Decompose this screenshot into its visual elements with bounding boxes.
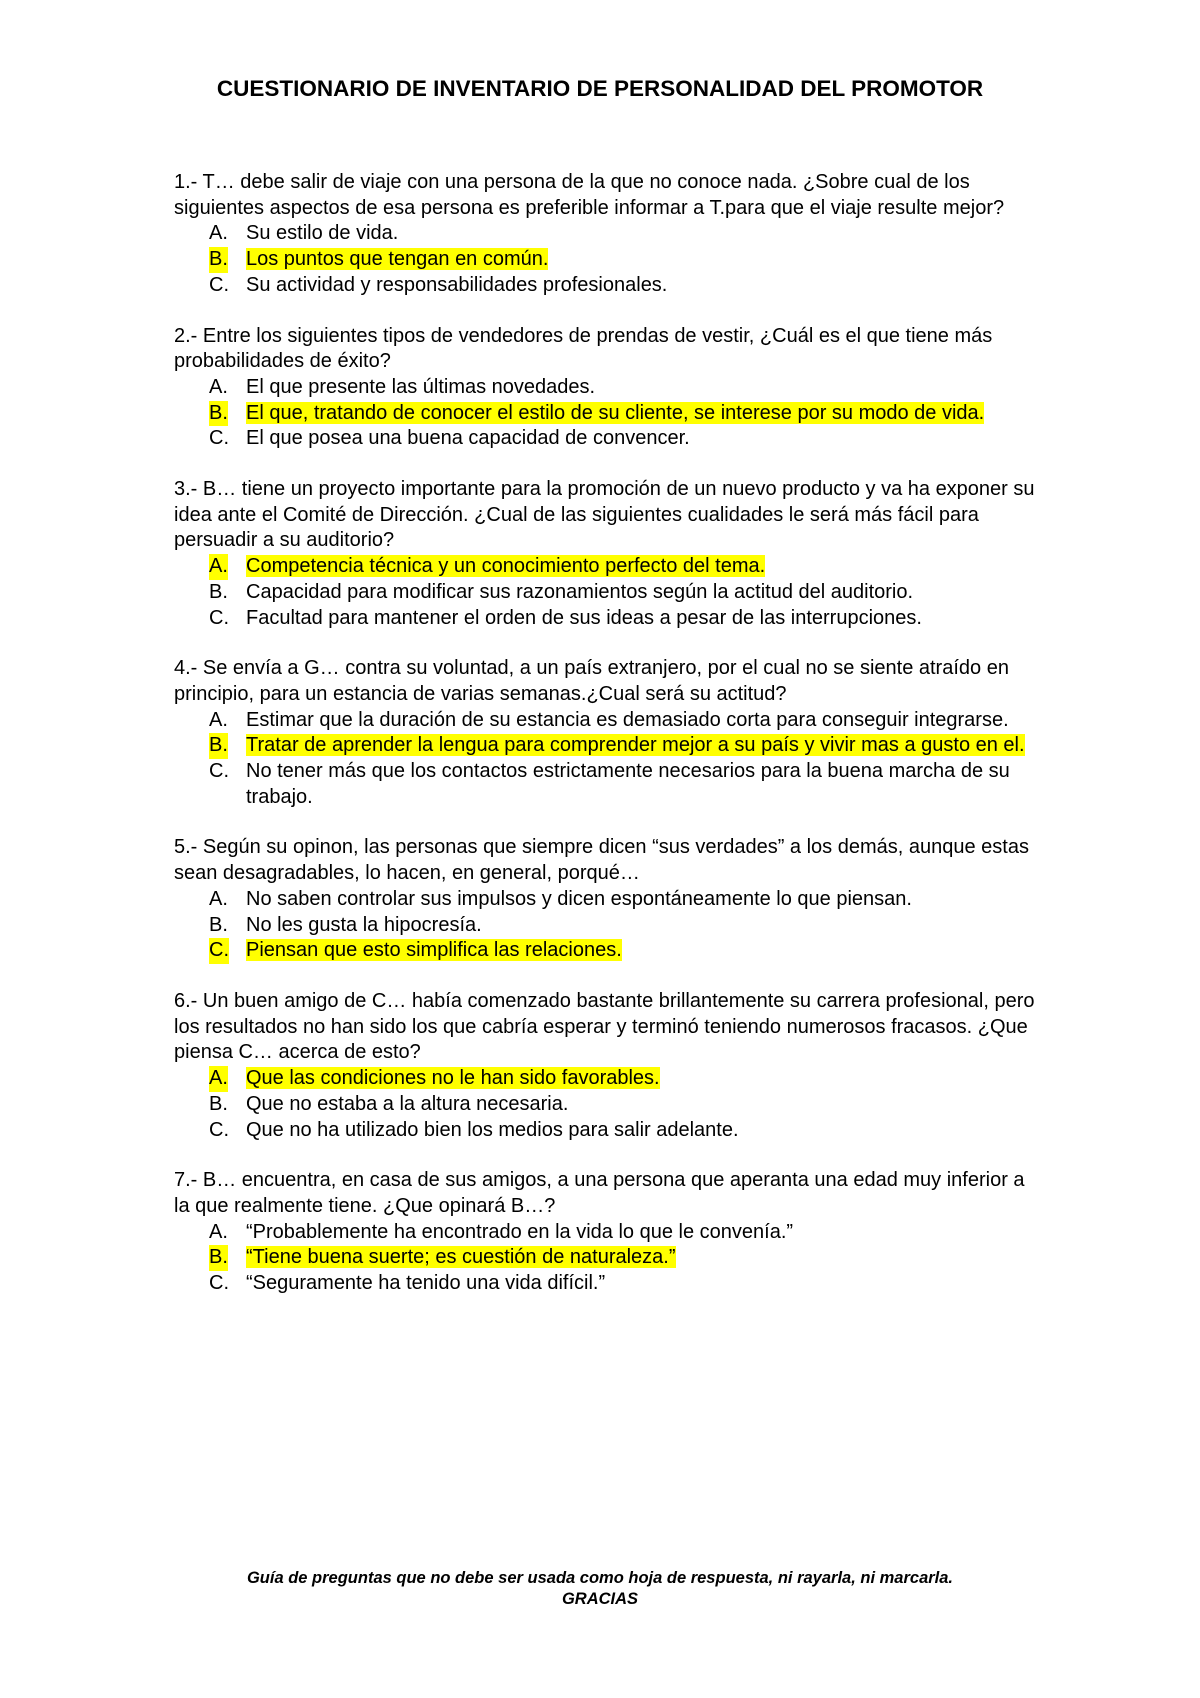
option-list — [174, 1220, 1044, 1297]
option-letter: A. — [209, 222, 228, 245]
question-2 — [174, 324, 1044, 453]
option-letter: A. — [209, 554, 228, 580]
option-text: “Probablemente ha encontrado en la vida lo que le convenía.” — [246, 1220, 794, 1243]
page-title: CUESTIONARIO DE INVENTARIO DE PERSONALIDAD DEL PROMOTOR — [216, 76, 984, 101]
question-1 — [174, 170, 1044, 299]
option-text: Facultad para mantener el orden de sus ideas a pesar de las interrupciones. — [246, 606, 922, 629]
option-text: Su actividad y responsabilidades profesionales. — [246, 273, 668, 296]
option-letter: A. — [209, 1066, 228, 1092]
footer-line-1: Guía de preguntas que no debe ser usada como hoja de respuesta, ni rayarla, ni marcarla. — [246, 1569, 954, 1587]
option-b-highlighted — [174, 247, 1044, 273]
option-c — [174, 1271, 1044, 1297]
option-b — [174, 580, 1044, 606]
question-text: 3.- B… tiene un proyecto importante para la promoción de un nuevo producto y va ha exponer su idea ante el Comité de Dirección. ¿Cual de las siguientes cualidades le será más fácil para persuadir a su auditorio? — [174, 478, 1035, 552]
question-text: 1.- T… debe salir de viaje con una persona de la que no conoce nada. ¿Sobre cual de los siguientes aspectos de esa persona es preferible informar a T.para que el viaje resulte mejor? — [174, 171, 1005, 219]
option-text: Su estilo de vida. — [246, 222, 399, 245]
option-letter: B. — [209, 913, 228, 936]
option-a — [174, 1220, 1044, 1246]
option-text: Tratar de aprender la lengua para comprender mejor a su país y vivir mas a gusto en el. — [246, 734, 1025, 757]
question-text: 6.- Un buen amigo de C… había comenzado bastante brillantemente su carrera profesional, pero los resultados no han sido los que cabría esperar y terminó teniendo numerosos fracasos. ¿Que piensa C… acerca de esto? — [174, 989, 1035, 1064]
question-list — [174, 170, 1044, 1322]
option-letter: C. — [209, 1272, 229, 1295]
option-letter: A. — [209, 708, 228, 731]
option-text: No tener más que los contactos estrictamente necesarios para la buena marcha de su trabajo. — [246, 760, 1010, 808]
option-letter: C. — [209, 938, 229, 964]
question-text: 2.- Entre los siguientes tipos de vendedores de prendas de vestir, ¿Cuál es el que tiene más probabilidades de éxito? — [174, 324, 993, 373]
question-6 — [174, 989, 1044, 1143]
option-text: “Tiene buena suerte; es cuestión de naturaleza.” — [246, 1246, 676, 1269]
option-list — [174, 375, 1044, 452]
option-a — [174, 887, 1044, 913]
option-letter: B. — [209, 580, 228, 603]
option-b-highlighted — [174, 1245, 1044, 1271]
option-text: Que las condiciones no le han sido favorables. — [246, 1067, 660, 1090]
option-list — [174, 221, 1044, 298]
option-text: Estimar que la duración de su estancia es demasiado corta para conseguir integrarse. — [246, 708, 1009, 731]
option-text: Competencia técnica y un conocimiento perfecto del tema. — [246, 555, 766, 578]
option-a-highlighted — [174, 1066, 1044, 1092]
option-text: “Seguramente ha tenido una vida difícil.” — [246, 1272, 606, 1295]
option-c-highlighted — [174, 938, 1044, 964]
option-a — [174, 375, 1044, 401]
option-text: Capacidad para modificar sus razonamientos según la actitud del auditorio. — [246, 580, 914, 603]
option-text: Que no estaba a la altura necesaria. — [246, 1092, 569, 1115]
option-letter: C. — [209, 1118, 229, 1141]
option-text: Los puntos que tengan en común. — [246, 248, 549, 271]
option-c — [174, 426, 1044, 452]
option-letter: C. — [209, 273, 229, 296]
option-list — [174, 1066, 1044, 1143]
option-a-highlighted — [174, 554, 1044, 580]
option-letter: B. — [209, 733, 228, 759]
option-text: El que posea una buena capacidad de convencer. — [246, 427, 690, 450]
option-letter: C. — [209, 606, 229, 629]
option-text: No les gusta la hipocresía. — [246, 913, 482, 936]
option-b-highlighted — [174, 733, 1044, 759]
question-4 — [174, 656, 1044, 810]
option-letter: A. — [209, 375, 228, 398]
option-b-highlighted — [174, 401, 1044, 427]
option-letter: C. — [209, 427, 229, 450]
option-c — [174, 273, 1044, 299]
option-list — [174, 887, 1044, 964]
option-list — [174, 554, 1044, 631]
option-a — [174, 221, 1044, 247]
option-letter: B. — [209, 247, 228, 273]
option-text: Que no ha utilizado bien los medios para salir adelante. — [246, 1118, 739, 1141]
option-letter: B. — [209, 401, 228, 427]
question-text: 4.- Se envía a G… contra su voluntad, a un país extranjero, por el cual no se siente atraído en principio, para un estancia de varias semanas.¿Cual será su actitud? — [174, 657, 1009, 705]
option-letter: A. — [209, 887, 228, 910]
option-list — [174, 708, 1044, 811]
question-7 — [174, 1168, 1044, 1297]
question-text: 7.- B… encuentra, en casa de sus amigos, a una persona que aperanta una edad muy inferior a la que realmente tiene. ¿Que opinará B…? — [174, 1169, 1025, 1217]
option-c — [174, 1118, 1044, 1144]
option-c — [174, 606, 1044, 632]
question-3 — [174, 477, 1044, 631]
footer-note — [0, 1568, 1200, 1610]
option-letter: B. — [209, 1092, 228, 1115]
option-letter: C. — [209, 760, 229, 783]
option-text: Piensan que esto simplifica las relaciones. — [246, 939, 622, 962]
option-text: El que presente las últimas novedades. — [246, 375, 596, 398]
option-text: El que, tratando de conocer el estilo de su cliente, se interese por su modo de vida. — [246, 401, 985, 424]
option-text: No saben controlar sus impulsos y dicen espontáneamente lo que piensan. — [246, 887, 912, 910]
option-b — [174, 913, 1044, 939]
question-text: 5.- Según su opinon, las personas que siempre dicen “sus verdades” a los demás, aunque estas sean desagradables, lo hacen, en general, porqué… — [174, 836, 1029, 885]
option-letter: A. — [209, 1220, 228, 1243]
option-b — [174, 1092, 1044, 1118]
option-letter: B. — [209, 1245, 228, 1271]
footer-line-2: GRACIAS — [561, 1590, 639, 1608]
option-a — [174, 708, 1044, 734]
option-c — [174, 759, 1044, 810]
question-5 — [174, 835, 1044, 964]
